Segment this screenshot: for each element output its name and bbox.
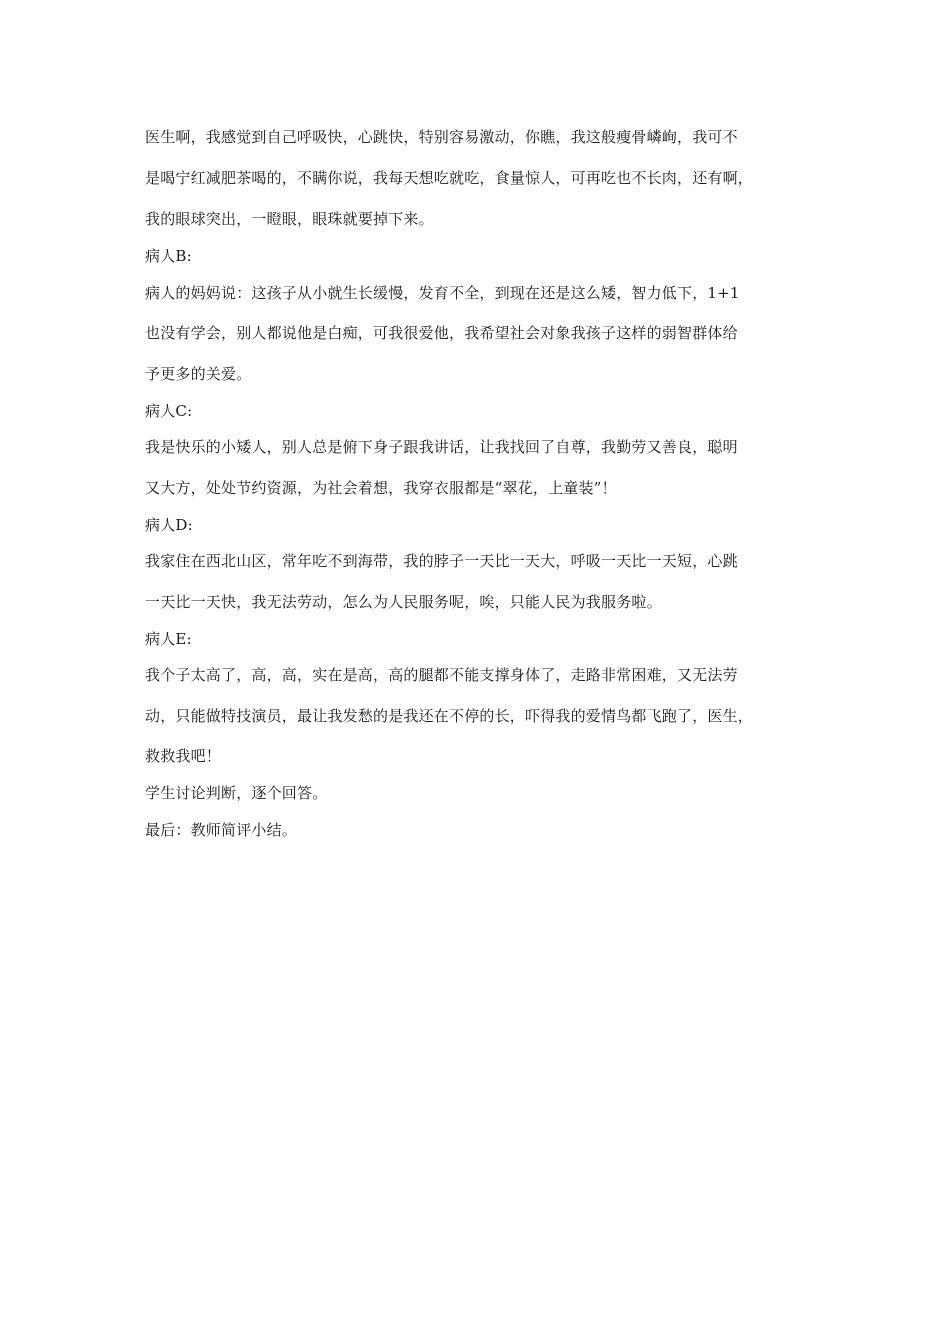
patient-a-line-2: 是喝宁红减肥茶喝的，不瞒你说，我每天想吃就吃，食量惊人，可再吃也不长肉，还有啊，	[145, 169, 754, 187]
patient-b-heading: 病人B:	[145, 247, 192, 265]
patient-e-line-3: 救救我吧！	[145, 747, 222, 765]
patient-e-line-1: 我个子太高了，高，高，实在是高，高的腿都不能支撑身体了，走路非常困难，又无法劳	[145, 666, 738, 684]
patient-e-heading: 病人E:	[145, 630, 192, 648]
patient-d-line-1: 我家住在西北山区，常年吃不到海带，我的脖子一天比一天大，呼吸一天比一天短，心跳	[145, 552, 738, 570]
patient-b-line-2: 也没有学会，别人都说他是白痴，可我很爱他，我希望社会对象我孩子这样的弱智群体给	[145, 324, 738, 342]
patient-a-line-3: 我的眼球突出，一瞪眼，眼珠就要掉下来。	[145, 210, 434, 228]
discussion-line: 学生讨论判断，逐个回答。	[145, 784, 328, 802]
patient-c-heading: 病人C:	[145, 402, 193, 420]
patient-d-heading: 病人D:	[145, 516, 193, 534]
patient-e-line-2: 动，只能做特技演员，最让我发愁的是我还在不停的长，吓得我的爱情鸟都飞跑了，医生，	[145, 707, 754, 725]
patient-d-line-2: 一天比一天快，我无法劳动，怎么为人民服务呢，唉，只能人民为我服务啦。	[145, 593, 662, 611]
patient-b-line-1: 病人的妈妈说：这孩子从小就生长缓慢，发育不全，到现在还是这么矮，智力低下，1+1	[145, 284, 740, 302]
patient-b-line-3: 予更多的关爱。	[145, 365, 252, 383]
patient-c-line-2: 又大方，处处节约资源，为社会着想，我穿衣服都是“翠花，上童装”！	[145, 479, 617, 497]
patient-c-line-1: 我是快乐的小矮人，别人总是俯下身子跟我讲话，让我找回了自尊，我勤劳又善良，聪明	[145, 438, 738, 456]
summary-line: 最后：教师简评小结。	[145, 821, 298, 839]
patient-a-line-1: 医生啊，我感觉到自己呼吸快，心跳快，特别容易激动，你瞧，我这般瘦骨嶙峋，我可不	[145, 128, 738, 146]
